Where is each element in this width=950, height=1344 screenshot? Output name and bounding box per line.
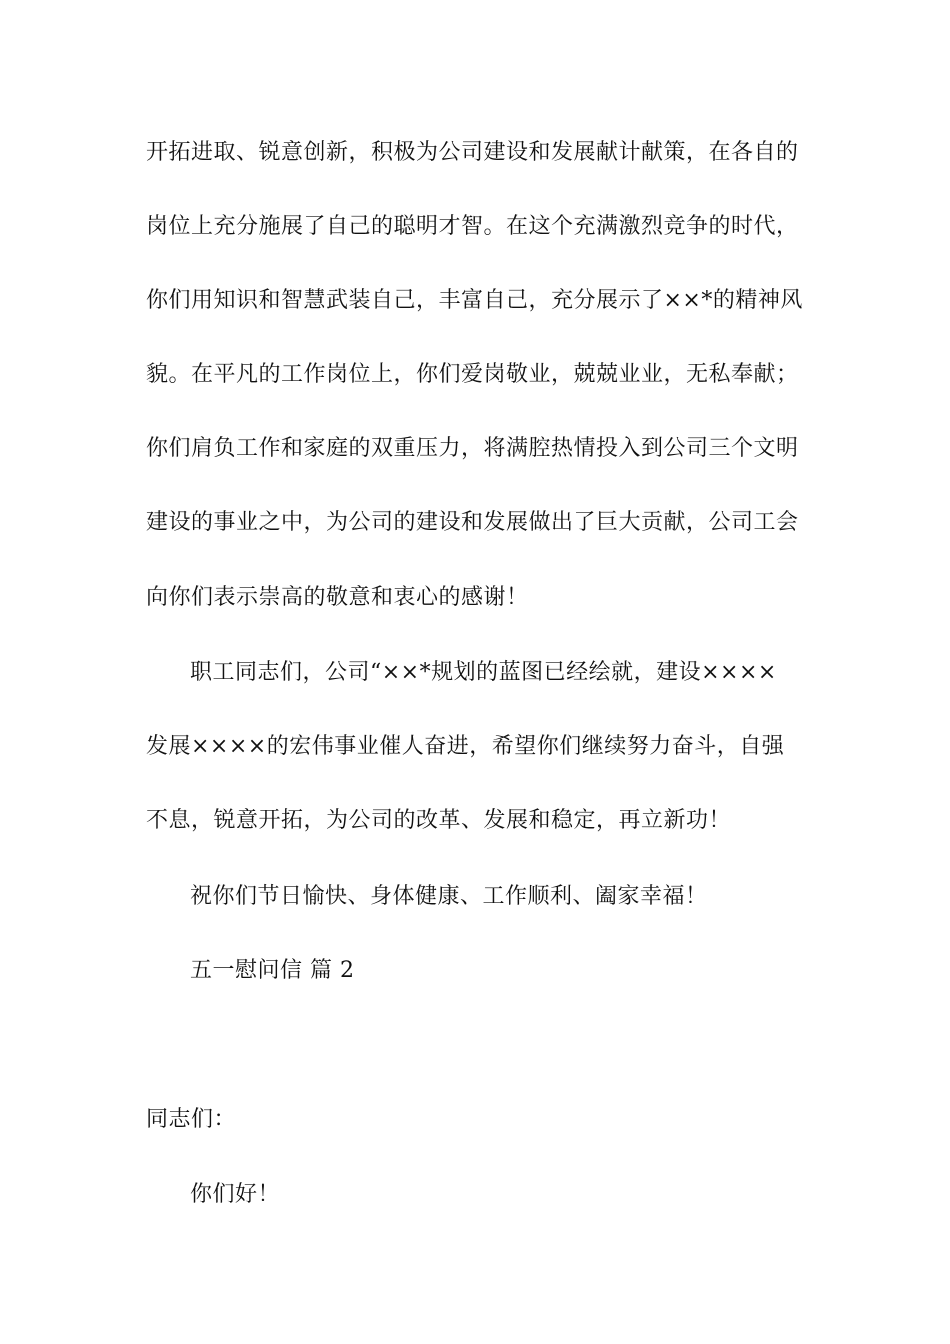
greeting-wishes: 祝你们节日愉快、身体健康、工作顺利、阖家幸福！ xyxy=(190,884,708,909)
greeting: 你们好！ xyxy=(190,1182,281,1207)
paragraph-line-6: 建设的事业之中，为公司的建设和发展做出了巨大贡献，公司工会 xyxy=(146,510,799,535)
paragraph-line-1: 开拓进取、锐意创新，积极为公司建设和发展献计献策，在各自的 xyxy=(146,140,799,165)
paragraph-line-5: 你们肩负工作和家庭的双重压力，将满腔热情投入到公司三个文明 xyxy=(146,436,799,461)
paragraph2-line-3: 不息，锐意开拓，为公司的改革、发展和稳定，再立新功！ xyxy=(146,808,732,833)
paragraph-line-4: 貌。在平凡的工作岗位上，你们爱岗敬业，兢兢业业，无私奉献； xyxy=(146,362,799,387)
paragraph-line-3: 你们用知识和智慧武装自己，丰富自己，充分展示了××*的精神风 xyxy=(146,288,803,313)
paragraph-line-7: 向你们表示崇高的敬意和衷心的感谢！ xyxy=(146,585,529,610)
section-heading: 五一慰问信 篇 2 xyxy=(190,958,355,983)
paragraph2-line-2: 发展××××的宏伟事业催人奋进，希望你们继续努力奋斗，自强 xyxy=(146,734,785,759)
paragraph-line-2: 岗位上充分施展了自己的聪明才智。在这个充满激烈竞争的时代， xyxy=(146,214,799,239)
salutation: 同志们： xyxy=(146,1107,237,1132)
paragraph2-line-1: 职工同志们，公司“××*规划的蓝图已经绘就，建设×××× xyxy=(190,660,777,685)
